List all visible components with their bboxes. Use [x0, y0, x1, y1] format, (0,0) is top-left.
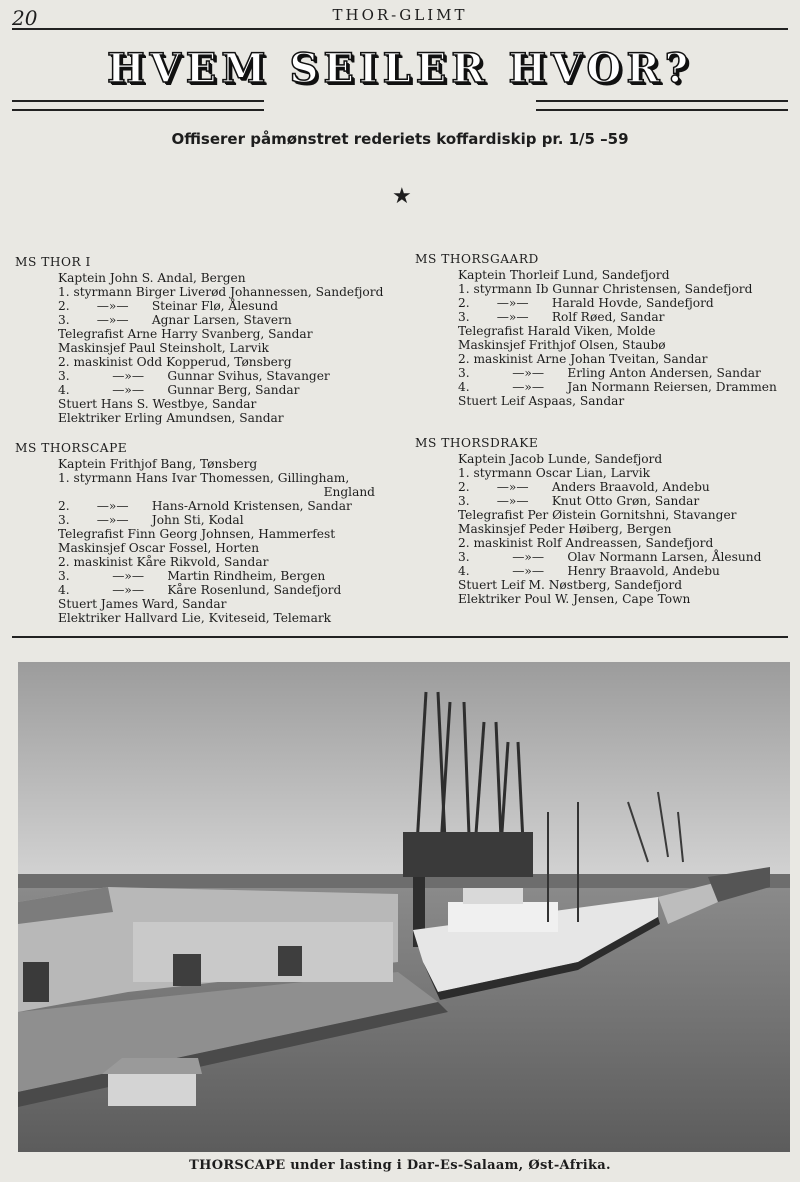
crew-line: 3. —»— Martin Rindheim, Bergen [58, 569, 326, 583]
crew-line: Telegrafist Harald Viken, Molde [458, 324, 656, 338]
crew-line: 2. —»— Hans-Arnold Kristensen, Sandar [58, 499, 352, 513]
crew-line: 3. —»— Agnar Larsen, Stavern [58, 313, 292, 327]
headline-rule-left [12, 100, 264, 111]
crew-line: Telegrafist Finn Georg Johnsen, Hammerfest [58, 527, 336, 541]
crew-line: 1. styrmann Oscar Lian, Larvik [458, 466, 651, 480]
crew-line: 2. —»— Harald Hovde, Sandefjord [458, 296, 714, 310]
crew-line: Elektriker Poul W. Jensen, Cape Town [458, 592, 691, 606]
crew-line: 4. —»— Gunnar Berg, Sandar [58, 383, 300, 397]
crew-line: 3. —»— Rolf Røed, Sandar [458, 310, 665, 324]
crew-line: 2. —»— Steinar Flø, Ålesund [58, 299, 279, 313]
crew-line: Kaptein Jacob Lunde, Sandefjord [458, 452, 663, 466]
ship-block-thor1 [15, 255, 395, 425]
crew-line: 3. —»— Olav Normann Larsen, Ålesund [458, 550, 762, 564]
article-subtitle: Offiserer påmønstret rederiets koffardiskip pr. 1/5 –59 [171, 130, 629, 148]
ship-block-thorsdrake [415, 436, 795, 606]
page-number: 20 [12, 6, 38, 30]
crew-line: Maskinsjef Frithjof Olsen, Staubø [458, 338, 666, 352]
crew-line: 3. —»— Knut Otto Grøn, Sandar [458, 494, 700, 508]
ship-name: MS THORSCAPE [15, 441, 128, 455]
crew-line: Kaptein Frithjof Bang, Tønsberg [58, 457, 258, 471]
crew-line: Telegrafist Per Øistein Gornitshni, Stavanger [458, 508, 737, 522]
crew-line: Maskinsjef Peder Høiberg, Bergen [458, 522, 672, 536]
crew-line: 3. —»— Erling Anton Andersen, Sandar [458, 366, 761, 380]
crew-line: 2. maskinist Kåre Rikvold, Sandar [58, 555, 269, 569]
crew-line: Stuert Leif Aspaas, Sandar [458, 394, 625, 408]
crew-line: Stuert James Ward, Sandar [58, 597, 227, 611]
ship-name: MS THORSGAARD [415, 252, 539, 266]
crew-line: 2. maskinist Rolf Andreassen, Sandefjord [458, 536, 714, 550]
magazine-title: THOR-GLIMT [332, 6, 468, 24]
crew-line: Kaptein Thorleif Lund, Sandefjord [458, 268, 670, 282]
crew-line: Maskinsjef Paul Steinsholt, Larvik [58, 341, 269, 355]
crew-list [415, 452, 795, 606]
ship-block-thorscape [15, 441, 395, 625]
crew-line: 3. —»— Gunnar Svihus, Stavanger [58, 369, 330, 383]
ship-name: MS THOR I [15, 255, 91, 269]
crew-line: Telegrafist Arne Harry Svanberg, Sandar [58, 327, 313, 341]
crew-line: 2. maskinist Odd Kopperud, Tønsberg [58, 355, 292, 369]
crew-list [15, 271, 395, 425]
crew-line: 1. styrmann Ib Gunnar Christensen, Sandefjord [458, 282, 753, 296]
photo-caption: THORSCAPE under lasting i Dar-Es-Salaam, Øst-Afrika. [189, 1158, 611, 1173]
crew-line: Stuert Hans S. Westbye, Sandar [58, 397, 257, 411]
crew-line: 4. —»— Jan Normann Reiersen, Drammen [458, 380, 777, 394]
crew-line: Kaptein John S. Andal, Bergen [58, 271, 246, 285]
crew-list [15, 457, 395, 625]
crew-line: Stuert Leif M. Nøstberg, Sandefjord [458, 578, 682, 592]
headline-rule-right [536, 100, 788, 111]
article-headline: HVEM SEILER HVOR? [106, 45, 694, 92]
crew-line: 4. —»— Henry Braavold, Andebu [458, 564, 720, 578]
harbor-photo [18, 662, 790, 1152]
crew-line: Elektriker Hallvard Lie, Kviteseid, Telemark [58, 611, 332, 625]
crew-line: 2. —»— Anders Braavold, Andebu [458, 480, 710, 494]
crew-line: 2. maskinist Arne Johan Tveitan, Sandar [458, 352, 708, 366]
ship-name: MS THORSDRAKE [415, 436, 539, 450]
crew-line: Elektriker Erling Amundsen, Sandar [58, 411, 284, 425]
right-column [415, 252, 795, 622]
crew-line: Maskinsjef Oscar Fossel, Horten [58, 541, 260, 555]
crew-line: 3. —»— John Sti, Kodal [58, 513, 244, 527]
page-header [12, 2, 788, 30]
ship-loading-illustration [18, 662, 790, 1152]
section-divider [12, 636, 788, 638]
crew-line: 1. styrmann Hans Ivar Thomessen, Gillingham, [58, 471, 350, 485]
crew-line: 1. styrmann Birger Liverød Johannessen, Sandefjord [58, 285, 384, 299]
left-column [15, 255, 395, 641]
star-ornament-icon: ★ [392, 184, 412, 209]
crew-line-continuation: England [323, 485, 375, 499]
ship-block-thorsgaard [415, 252, 795, 408]
crew-line: 4. —»— Kåre Rosenlund, Sandefjord [58, 583, 342, 597]
crew-list [415, 268, 795, 408]
